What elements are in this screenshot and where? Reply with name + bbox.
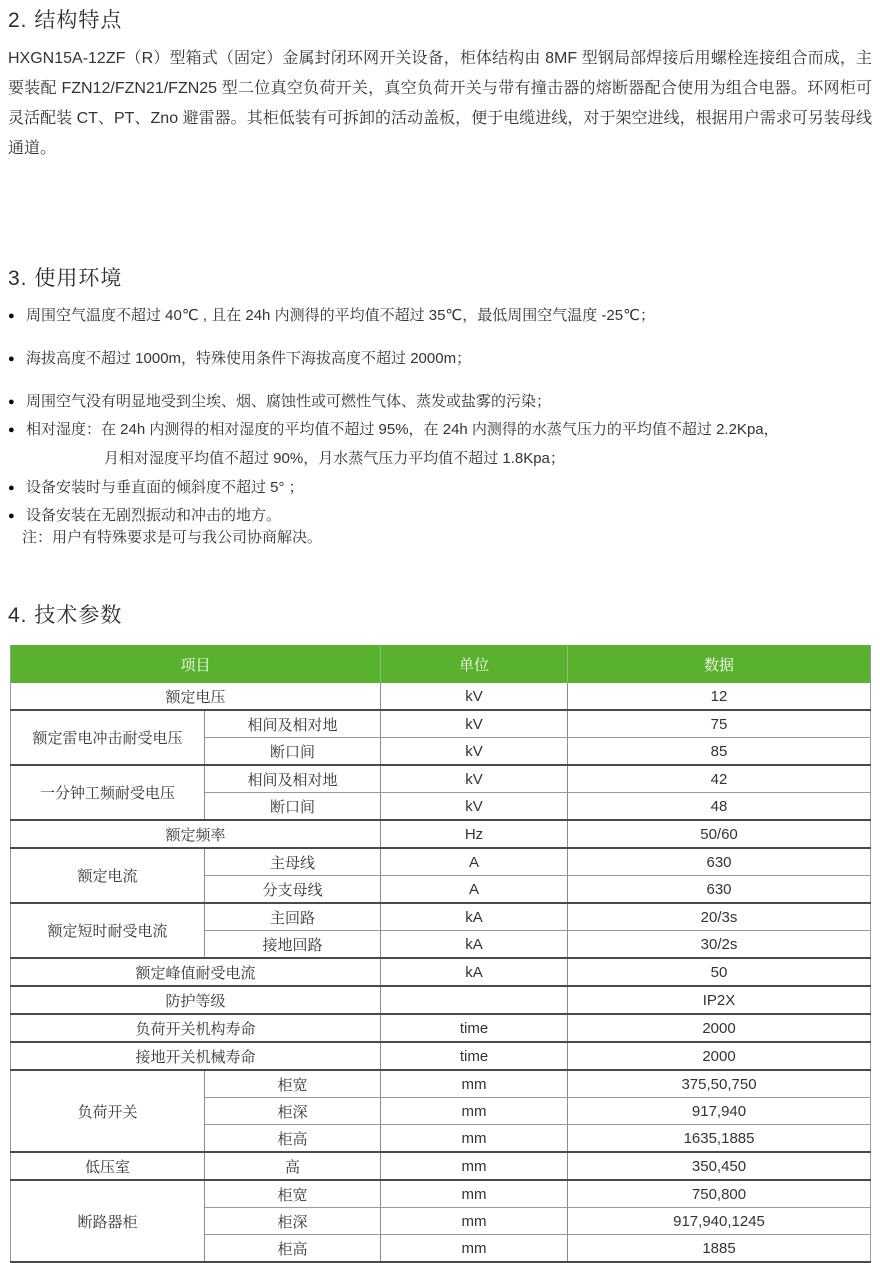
sub-item-cell: 相间及相对地 bbox=[205, 765, 381, 793]
item-cell: 防护等级 bbox=[11, 986, 381, 1014]
data-cell: 630 bbox=[568, 848, 871, 876]
data-cell: 750,800 bbox=[568, 1180, 871, 1208]
unit-cell: mm bbox=[381, 1098, 568, 1125]
sub-item-cell: 断口间 bbox=[205, 738, 381, 766]
sub-item-cell: 柜深 bbox=[205, 1098, 381, 1125]
section-parameters-heading: 4. 技术参数 bbox=[8, 604, 123, 627]
bullet-text: 相对湿度：在 24h 内测得的相对湿度的平均值不超过 95%，在 24h 内测得的水蒸气压力的平均值不超过 2.2Kpa， bbox=[26, 421, 779, 438]
data-cell: 917,940 bbox=[568, 1098, 871, 1125]
table-row bbox=[11, 765, 871, 793]
unit-cell: kA bbox=[381, 931, 568, 959]
unit-cell: kV bbox=[381, 738, 568, 766]
unit-cell: mm bbox=[381, 1235, 568, 1263]
bullet-dot-icon: ● bbox=[8, 482, 15, 494]
unit-cell: kV bbox=[381, 683, 568, 710]
table-row bbox=[11, 820, 871, 848]
sub-item-cell: 柜高 bbox=[205, 1125, 381, 1153]
bullet-dot-icon: ● bbox=[8, 396, 15, 408]
data-cell: 630 bbox=[568, 876, 871, 904]
data-cell: IP2X bbox=[568, 986, 871, 1014]
section-environment bbox=[8, 266, 872, 549]
sub-item-cell: 断口间 bbox=[205, 793, 381, 821]
table-row bbox=[11, 848, 871, 876]
item-cell: 额定电流 bbox=[11, 848, 205, 903]
table-row bbox=[11, 986, 871, 1014]
table-header-row bbox=[11, 645, 871, 683]
sub-item-cell: 主回路 bbox=[205, 903, 381, 931]
bullet-dot-icon: ● bbox=[8, 310, 15, 322]
data-cell: 917,940,1245 bbox=[568, 1208, 871, 1235]
sub-item-cell: 柜深 bbox=[205, 1208, 381, 1235]
data-cell: 350,450 bbox=[568, 1152, 871, 1180]
table-row bbox=[11, 1180, 871, 1208]
bullet-text: 设备安装时与垂直面的倾斜度不超过 5° ； bbox=[26, 479, 304, 496]
bullet-item bbox=[8, 477, 872, 499]
data-cell: 375,50,750 bbox=[568, 1070, 871, 1098]
table-row bbox=[11, 1152, 871, 1180]
unit-cell: mm bbox=[381, 1180, 568, 1208]
table-row bbox=[11, 1042, 871, 1070]
bullet-item bbox=[8, 348, 872, 370]
table-row bbox=[11, 903, 871, 931]
bullet-text: 周围空气没有明显地受到尘埃、烟、腐蚀性或可燃性气体、蒸发或盐雾的污染； bbox=[26, 393, 552, 410]
sub-item-cell: 柜宽 bbox=[205, 1180, 381, 1208]
unit-cell: kV bbox=[381, 765, 568, 793]
sub-item-cell: 相间及相对地 bbox=[205, 710, 381, 738]
bullet-text: 海拔高度不超过 1000m，特殊使用条件下海拔高度不超过 2000m； bbox=[26, 350, 472, 367]
section-environment-heading: 3. 使用环境 bbox=[8, 267, 123, 290]
unit-cell: A bbox=[381, 876, 568, 904]
bullet-dot-icon: ● bbox=[8, 510, 15, 522]
section-parameters bbox=[8, 603, 872, 1263]
bullet-dot-icon: ● bbox=[8, 353, 15, 365]
unit-cell: time bbox=[381, 1014, 568, 1042]
structure-paragraph: HXGN15A-12ZF（R）型箱式（固定）金属封闭环网开关设备，柜体结构由 8MF 型钢局部焊接后用螺栓连接组合而成，主要装配 FZN12/FZN21/FZN25 型二位真空负荷开关，真空负荷开关与带有撞击器的熔断器配合使用为组合电器。环网柜可灵活配装 CT、PT、Zno 避雷器。其柜低装有可拆卸的活动盖板，便于电缆进线，对于架空进线，根据用户需求可另装母线通道。 bbox=[8, 50, 872, 157]
unit-cell: mm bbox=[381, 1152, 568, 1180]
table-row bbox=[11, 1070, 871, 1098]
bullet-continuation: 月相对湿度平均值不超过 90%，月水蒸气压力平均值不超过 1.8Kpa； bbox=[104, 450, 565, 467]
table-row bbox=[11, 958, 871, 986]
data-cell: 50 bbox=[568, 958, 871, 986]
bullet-text: 设备安装在无剧烈振动和冲击的地方。 bbox=[26, 507, 282, 524]
sub-item-cell: 分支母线 bbox=[205, 876, 381, 904]
unit-cell: kV bbox=[381, 793, 568, 821]
sub-item-cell: 主母线 bbox=[205, 848, 381, 876]
unit-cell: mm bbox=[381, 1125, 568, 1153]
unit-cell: Hz bbox=[381, 820, 568, 848]
item-cell: 额定频率 bbox=[11, 820, 381, 848]
sub-item-cell: 柜宽 bbox=[205, 1070, 381, 1098]
data-cell: 42 bbox=[568, 765, 871, 793]
section-structure bbox=[8, 8, 872, 164]
unit-cell: mm bbox=[381, 1070, 568, 1098]
item-cell: 低压室 bbox=[11, 1152, 205, 1180]
data-cell: 2000 bbox=[568, 1014, 871, 1042]
unit-cell: kA bbox=[381, 958, 568, 986]
item-cell: 断路器柜 bbox=[11, 1180, 205, 1262]
data-cell: 20/3s bbox=[568, 903, 871, 931]
item-cell: 额定峰值耐受电流 bbox=[11, 958, 381, 986]
unit-cell: A bbox=[381, 848, 568, 876]
tech-table-body bbox=[11, 683, 871, 1262]
unit-cell: kA bbox=[381, 903, 568, 931]
col-header-unit: 单位 bbox=[381, 645, 568, 683]
table-header bbox=[11, 645, 871, 683]
data-cell: 85 bbox=[568, 738, 871, 766]
unit-cell: kV bbox=[381, 710, 568, 738]
unit-cell bbox=[381, 986, 568, 1014]
environment-bullet-list bbox=[8, 305, 872, 549]
data-cell: 12 bbox=[710, 687, 728, 705]
item-cell: 额定雷电冲击耐受电压 bbox=[11, 710, 205, 765]
item-cell: 负荷开关机构寿命 bbox=[11, 1014, 381, 1042]
sub-item-cell: 高 bbox=[205, 1152, 381, 1180]
data-cell: 48 bbox=[568, 793, 871, 821]
table-row bbox=[11, 683, 871, 710]
bullet-item bbox=[8, 505, 872, 527]
data-cell: 30/2s bbox=[568, 931, 871, 959]
bullet-item bbox=[8, 391, 872, 413]
item-cell: 额定短时耐受电流 bbox=[11, 903, 205, 958]
note-line: 注：用户有特殊要求是可与我公司协商解决。 bbox=[22, 529, 323, 546]
data-cell: 1635,1885 bbox=[568, 1125, 871, 1153]
bullet-text: 周围空气温度不超过 40℃ , 且在 24h 内测得的平均值不超过 35℃，最低周围空气温度 -25℃； bbox=[26, 307, 655, 324]
bullet-item bbox=[8, 305, 872, 327]
table-row bbox=[11, 710, 871, 738]
item-cell: 负荷开关 bbox=[11, 1070, 205, 1152]
item-cell: 接地开关机械寿命 bbox=[11, 1042, 381, 1070]
sub-item-cell: 接地回路 bbox=[205, 931, 381, 959]
bullet-dot-icon: ● bbox=[8, 424, 15, 436]
unit-cell: mm bbox=[381, 1208, 568, 1235]
data-cell: 1885 bbox=[568, 1235, 871, 1263]
data-cell: 75 bbox=[568, 710, 871, 738]
table-row bbox=[11, 1014, 871, 1042]
bullet-item bbox=[8, 419, 872, 441]
unit-cell: time bbox=[381, 1042, 568, 1070]
item-cell: 额定电压 bbox=[11, 683, 381, 710]
tech-parameters-table bbox=[10, 645, 871, 1263]
sub-item-cell: 柜高 bbox=[205, 1235, 381, 1263]
data-cell: 50/60 bbox=[568, 820, 871, 848]
col-header-item: 项目 bbox=[11, 645, 381, 683]
section-structure-heading: 2. 结构特点 bbox=[8, 9, 123, 32]
item-cell: 一分钟工频耐受电压 bbox=[11, 765, 205, 820]
data-cell: 2000 bbox=[568, 1042, 871, 1070]
col-header-data: 数据 bbox=[568, 645, 871, 683]
